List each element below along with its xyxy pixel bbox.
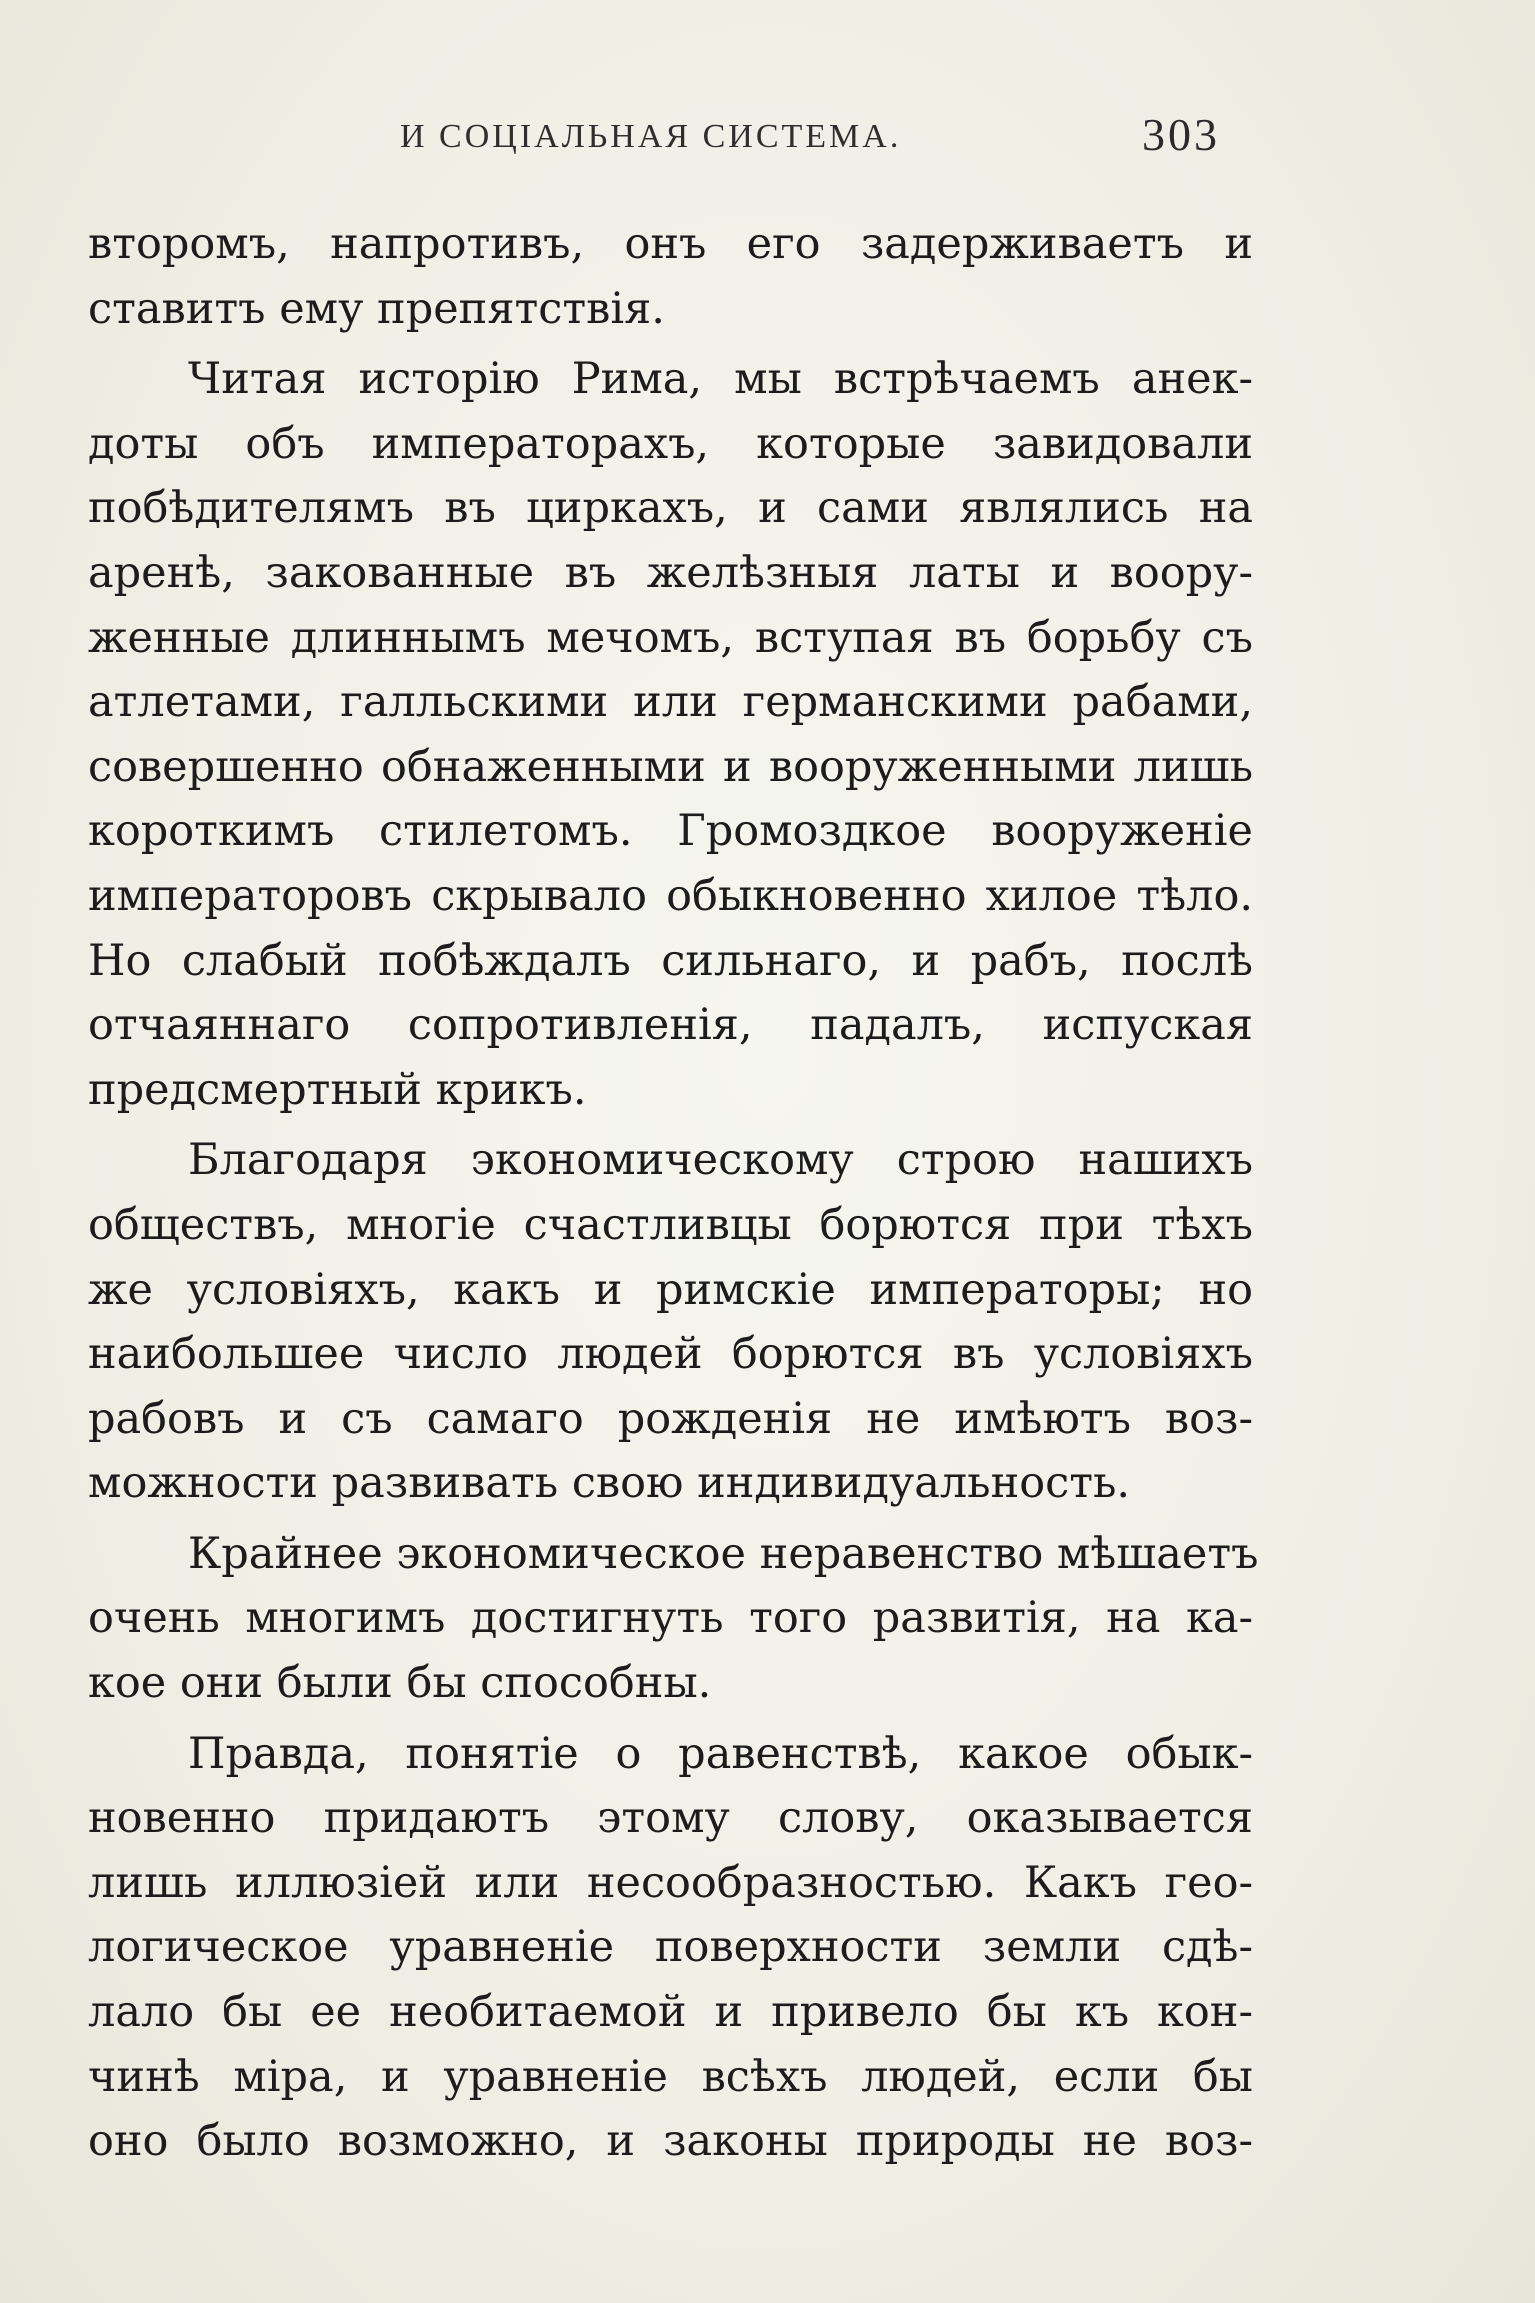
text-line: второмъ, напротивъ, онъ его задерживаетъ и: [88, 219, 1253, 269]
text-line: отчаяннаго сопротивленія, падалъ, испуская: [88, 1000, 1253, 1051]
page-number: 303: [1142, 109, 1220, 160]
text-line: лишь иллюзіей или несообразностью. Какъ гео-: [88, 1857, 1253, 1908]
text-line: Благодаря экономическому строю нашихъ: [188, 1135, 1253, 1186]
text-line: рабовъ и съ самаго рожденія не имѣютъ воз-: [88, 1393, 1253, 1444]
paragraph: [88, 212, 1253, 341]
text-line: женные длиннымъ мечомъ, вступая въ борьбу съ: [88, 612, 1253, 663]
text-line: совершенно обнаженными и вооруженными лишь: [88, 741, 1253, 792]
text-line: логическое уравненіе поверхности земли сдѣ-: [88, 1922, 1253, 1973]
text-line: предсмертный крикъ.: [88, 1064, 587, 1115]
paragraph: [88, 1522, 1259, 1716]
text-line: лало бы ее необитаемой и привело бы къ кон-: [88, 1987, 1253, 2038]
text-line: короткимъ стилетомъ. Громоздкое вооруженіе: [88, 806, 1253, 857]
body-text: [88, 212, 1259, 2174]
text-line: оно было возможно, и законы природы не воз-: [88, 2116, 1253, 2167]
text-line: доты объ императорахъ, которые завидовали: [88, 418, 1253, 469]
paragraph: [88, 1722, 1253, 2174]
text-line: можности развивать свою индивидуальность.: [88, 1458, 1131, 1509]
text-line: ставитъ ему препятствія.: [88, 283, 665, 334]
text-line: новенно придаютъ этому слову, оказывается: [88, 1793, 1253, 1844]
text-line: императоровъ скрывало обыкновенно хилое тѣло.: [88, 870, 1253, 921]
paragraph: [88, 1128, 1253, 1516]
text-line: чинѣ міра, и уравненіе всѣхъ людей, если бы: [88, 2051, 1253, 2102]
text-line: же условіяхъ, какъ и римскіе императоры; но: [88, 1264, 1253, 1315]
text-line: Читая исторію Рима, мы встрѣчаемъ анек-: [188, 354, 1253, 405]
paragraph: [88, 347, 1253, 1122]
page-header: [90, 108, 1250, 168]
text-line: кое они были бы способны.: [88, 1658, 712, 1709]
text-line: обществъ, многіе счастливцы борются при тѣхъ: [88, 1199, 1253, 1250]
text-line: Крайнее экономическое неравенство мѣшаетъ: [188, 1528, 1259, 1579]
running-title: И СОЦІАЛЬНАЯ СИСТЕМА.: [400, 118, 902, 155]
text-line: очень многимъ достигнуть того развитія, на ка-: [88, 1593, 1253, 1644]
text-line: побѣдителямъ въ циркахъ, и сами являлись на: [88, 483, 1253, 534]
text-line: Правда, понятіе о равенствѣ, какое обык-: [188, 1728, 1253, 1779]
text-line: атлетами, галльскими или германскими рабами,: [88, 677, 1253, 728]
text-line: Но слабый побѣждалъ сильнаго, и рабъ, послѣ: [88, 935, 1253, 986]
text-line: наибольшее число людей борются въ условіяхъ: [88, 1329, 1253, 1380]
text-line: аренѣ, закованные въ желѣзныя латы и воору-: [88, 547, 1253, 598]
